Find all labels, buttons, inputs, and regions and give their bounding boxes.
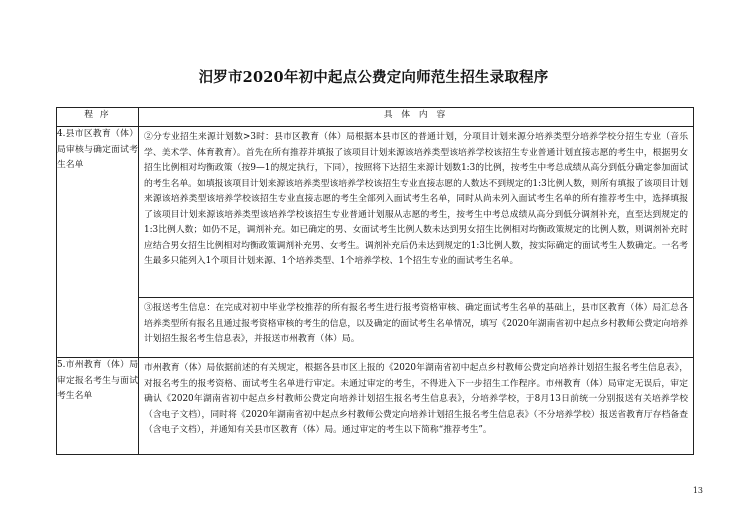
admission-procedure-table (56, 107, 694, 455)
page-title: 汨罗市2020年初中起点公费定向师范生招生录取程序 (198, 69, 549, 86)
header-program: 程 序 (57, 108, 139, 127)
program-step-4: 4.县市区教育（体）局审核与确定面试考生名单 (57, 127, 139, 358)
table-row (57, 298, 694, 358)
table-header-row (57, 108, 694, 127)
content-cell (139, 358, 694, 455)
content-item-review: 市州教育（体）局依据前述的有关规定，根据各县市区上报的《2020年湖南省初中起点乡村教师公费定向培养计划招生报名考生信息表》，对报名考生的报考资格、面试考生名单进行审定。未通过审定的考生，不得进入下一步招生工作程序。市州教育（体）局审定无误后，审定确认《2020年湖南省初中起点乡村教师公费定向培养计划招生报名考生信息表》，分培养学校，于8月13日前统一分别报送有关培养学校（含电子文档），同时将《2020年湖南省初中起点乡村教师公费定向培养计划招生报名考生信息表》（不分培养学校）报送省教育厅存档备查（含电子文档），并通知有关县市区教育（体）局。通过审定的考生以下简称“推荐考生”。 (144, 363, 688, 435)
content-cell (139, 127, 694, 298)
page-number: 13 (692, 486, 703, 495)
content-cell (139, 298, 694, 358)
table-row (57, 127, 694, 298)
content-item-2: ②分专业招生来源计划数>3时：县市区教育（体）局根据本县市区的普通计划，分项目计划来源分培养类型分培养学校分招生专业（音乐学、美术学、体育教育）。首先在所有推荐并填报了该项目计划来源该培养类型该培养学校该招生专业普通计划直接志愿的考生中，根据男女招生比例相对均衡政策（按9—1的规定执行，下同），按照将下达招生来源计划数1:3的比例，按考生中考总成绩从高分到低分确定参加面试的考生名单。如填报该项目计划来源该培养类型该培养学校该招生专业直接志愿的人数达不到规定的1:3比例人数，则所有填报了该项目计划来源该培养类型该培养学校该招生专业直接志愿的考生全部列入面试考生名单，同时从尚未列入面试考生名单的所有推荐考生中，选择填报了该项目计划来源该培养类型该培养学校该招生专业普通计划服从志愿的考生，按考生中考总成绩从高分到低分调剂补充，直至达到规定的1:3比例人数；如仍不足，调剂补充。如已确定的男、女面试考生比例人数未达到男女招生比例相对均衡政策规定的比例人数，则调剂补充时应结合男女招生比例相对均衡政策调剂补充男、女考生。调剂补充后仍未达到规定的1:3比例人数，按实际确定的面试考生人数确定。一名考生最多只能列入1个项目计划来源、1个培养类型、1个培养学校、1个招生专业的面试考生名单。 (144, 132, 688, 266)
program-step-5: 5.市州教育（体）局审定报名考生与面试考生名单 (57, 358, 139, 455)
header-content: 具 体 内 容 (139, 108, 694, 127)
table-row (57, 358, 694, 455)
content-item-3: ③报送考生信息：在完成对初中毕业学校推荐的所有报名考生进行报考资格审核、确定面试考生名单的基础上，县市区教育（体）局汇总各培养类型所有报名且通过报考资格审核的考生的信息，以及确定的面试考生名单情况，填写《2020年湖南省初中起点乡村教师公费定向培养计划招生报名考生信息表》，并报送市州教育（体）局。 (144, 303, 688, 345)
